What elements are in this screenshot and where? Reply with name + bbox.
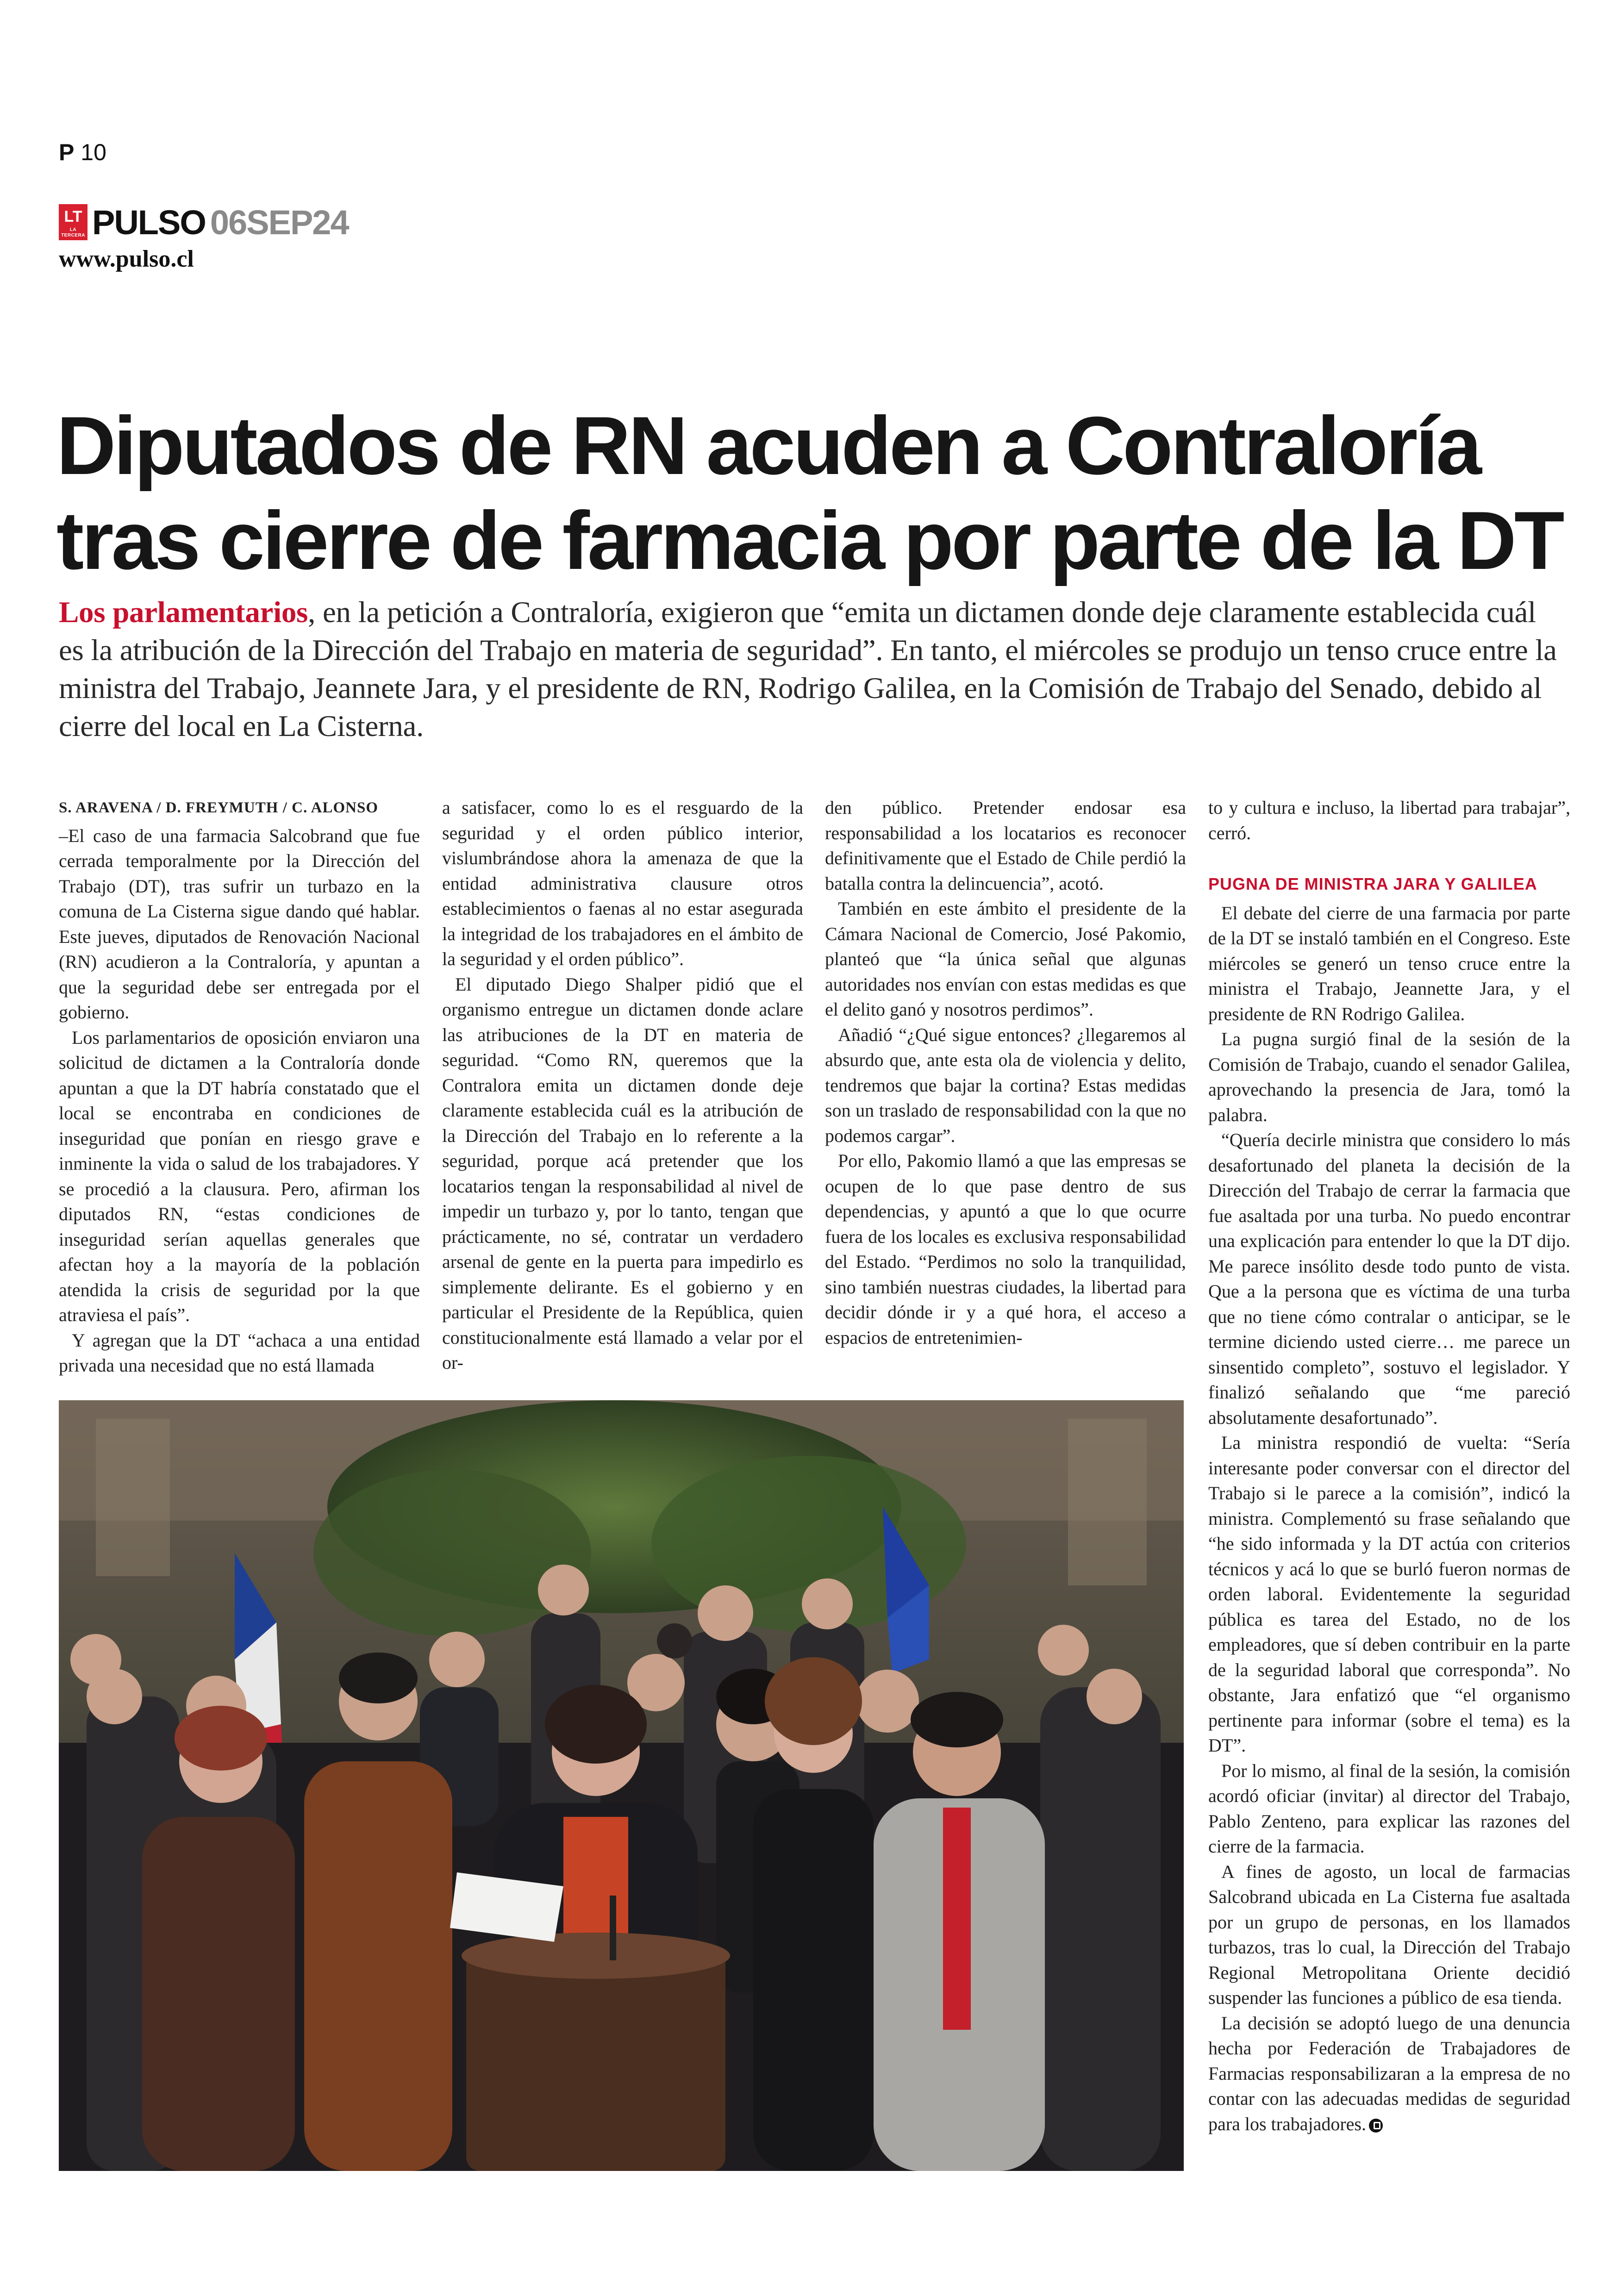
site-url[interactable]: www.pulso.cl — [59, 246, 194, 272]
page-value: 10 — [81, 139, 106, 165]
paragraph: La pugna surgió final de la sesión de la Comisión de Trabajo, cuando el senador Galilea, aprovechando la presencia de Jara, tomó la palabra. — [1208, 1029, 1570, 1125]
section-subhead: PUGNA DE MINISTRA JARA Y GALILEA — [1208, 874, 1537, 893]
paragraph: to y cultura e incluso, la libertad para trabajar”, cerró. — [1208, 797, 1570, 843]
paragraph: También en este ámbito el presidente de la Cámara Nacional de Comercio, José Pakomio, planteó que “la única señal que algunas autoridades nos envían con estas medidas es que el delito ganó y nosotros perdimos”. — [825, 898, 1186, 1020]
paragraph: Y agregan que la DT “achaca a una entidad privada una necesidad que no está llamada — [59, 1329, 420, 1376]
paragraph: El diputado Diego Shalper pidió que el organismo entregue un dictamen donde aclare las atribuciones de la DT en materia de seguridad. “Como RN, queremos que la Contralora emita un dictamen donde deje claramente establecida cuál es la atribución de la Dirección del Trabajo en lo referente a la seguridad, porque acá pretender que los locatarios tengan la responsabilidad al nivel de impedir un turbazo y, por lo tanto, tengan que prácticamente, no sé, contratar un verdadero arsenal de gente en la puerta para impedirlo es simplemente delirante. Es el gobierno y en particular el Presidente de la República, quien constitucionalmente está llamado a velar por el or- — [442, 973, 803, 1373]
column-4 — [1208, 795, 1570, 2193]
paragraph: –El caso de una farmacia Salcobrand que fue cerrada temporalmente por la Dirección del Trabajo (DT), tras sufrir un turbazo en la comuna de La Cisterna sigue dando qué hablar. Este jueves, diputados de Renovación Nacional (RN) acudieron a la Contraloría, y apuntan a que la seguridad debe ser entregada por el gobierno. — [59, 825, 420, 1023]
byline: S. ARAVENA / D. FREYMUTH / C. ALONSO — [59, 799, 378, 816]
column-2 — [442, 795, 803, 1373]
paragraph — [1208, 2011, 1570, 2137]
issue-date: 06SEP24 — [210, 203, 349, 242]
press-conference-photo — [59, 1400, 1184, 2171]
paragraph-text: La decisión se adoptó luego de una denuncia hecha por Federación de Trabajadores de Farmacias responsabilizaran a la empresa de no contar con las adecuadas medidas de seguridad para los trabajadores. — [1208, 2012, 1570, 2134]
masthead — [59, 204, 349, 241]
brand-name: PULSO — [92, 203, 206, 242]
article-photo — [59, 1400, 1184, 2171]
logo-subtext: LA TERCERA — [61, 227, 85, 238]
paragraph: “Quería decirle ministra que considero lo más desafortunado del planeta la decisión de la Dirección del Trabajo de cerrar la farmacia que fue asaltada por una turba. No puedo encontrar una explicación para entender lo que la DT dijo. Me parece insólito desde todo punto de vista. Que a la persona que es víctima de una turba que no tiene cómo contralar o anticipar, se le termine diciendo usted cierre… me parece un sinsentido completo”, sostuvo el legislador. Y finalizó señalando que “me pareció absolutamente desafortunado”. — [1208, 1129, 1570, 1428]
paragraph: a satisfacer, como lo es el resguardo de la seguridad y el orden público interior, vislumbrándose ahora la amenaza de que la entidad administrativa clausure otros establecimientos o faenas al no estar asegurada la integridad de los trabajadores en el ámbito de la seguridad y el orden público”. — [442, 797, 803, 969]
paragraph: Añadió “¿Qué sigue entonces? ¿llegaremos al absurdo que, ante esta ola de violencia y delito, tendremos que bajar la cortina? Estas medidas son un traslado de responsabilidad con la que no podemos cargar”. — [825, 1024, 1186, 1146]
page-label: P — [59, 139, 75, 165]
article-lead — [59, 593, 1568, 745]
page-number — [59, 139, 106, 166]
la-tercera-logo-icon — [59, 204, 87, 240]
column-3 — [825, 795, 1186, 1360]
lead-highlight: Los parlamentarios — [59, 596, 308, 629]
column-1 — [59, 795, 420, 1376]
paragraph: A fines de agosto, un local de farmacias Salcobrand ubicada en La Cisterna fue asaltada por un grupo de personas, en los llamados turbazos, tras lo cual, la Dirección del Trabajo Regional Metropolitana Oriente decidió suspender las funciones a público de esa tienda. — [1208, 1861, 1570, 2008]
end-of-article-icon — [1369, 2119, 1383, 2133]
logo-letters: LT — [64, 208, 82, 225]
article-headline: Diputados de RN acuden a Contraloría tras cierre de farmacia por parte de la DT — [56, 399, 1562, 586]
paragraph: La ministra respondió de vuelta: “Sería interesante poder conversar con el director del Trabajo si le parece a la comisión”, indicó la ministra. Complementó su frase señalando que “he sido informada y la DT actúa con criterios técnicos y acá lo que se burló fueron normas de orden laboral. Evidentemente la seguridad pública es tarea del Estado, no de los empleadores, que sí deben contribuir en la parte de la seguridad laboral que corresponda”. No obstante, Jara enfatizó que “el organismo pertinente para informar (sobre el tema) es la DT”. — [1208, 1432, 1570, 1756]
paragraph: El debate del cierre de una farmacia por parte de la DT se instaló también en el Congreso. Este miércoles se generó un tenso cruce entre la ministra el Trabajo, Jeannette Jara, y el presidente de RN Rodrigo Galilea. — [1208, 902, 1570, 1024]
paragraph: Los parlamentarios de oposición enviaron una solicitud de dictamen a la Contraloría donde apuntan a que la DT habría constatado que el local se encontraba en condiciones de inseguridad que ponían en riesgo grave e inminente la vida o salud de los trabajadores. Y se procedió a la clausura. Pero, afirman los diputados RN, “estas condiciones de inseguridad serían aquellas generales que afectan hoy a la mayoría de la población atendida la crisis de seguridad por la que atraviesa el país”. — [59, 1027, 420, 1325]
lead-text: , en la petición a Contraloría, exigieron que “emita un dictamen donde deje claramente establecida cuál es la atribución de la Dirección del Trabajo en materia de seguridad”. En tanto, el miércoles se produjo un tenso cruce entre la ministra del Trabajo, Jeannete Jara, y el presidente de RN, Rodrigo Galilea, en la Comisión de Trabajo del Senado, debido al cierre del local en La Cisterna. — [59, 596, 1557, 743]
paragraph: Por ello, Pakomio llamó a que las empresas se ocupen de lo que pase dentro de sus dependencias, y apuntó a que lo que ocurre fuera de los locales es exclusiva responsabilidad del Estado. “Perdimos no solo la tranquilidad, sino también nuestras ciudades, la libertad para decidir dónde ir y a qué hora, el acceso a espacios de entretenimien- — [825, 1150, 1186, 1348]
paragraph: Por lo mismo, al final de la sesión, la comisión acordó oficiar (invitar) al director del Trabajo, Pablo Zenteno, para explicar las razones del cierre de la farmacia. — [1208, 1760, 1570, 1857]
paragraph: den público. Pretender endosar esa responsabilidad a los locatarios es reconocer definitivamente que el Estado de Chile perdió la batalla contra la delincuencia”, acotó. — [825, 797, 1186, 894]
